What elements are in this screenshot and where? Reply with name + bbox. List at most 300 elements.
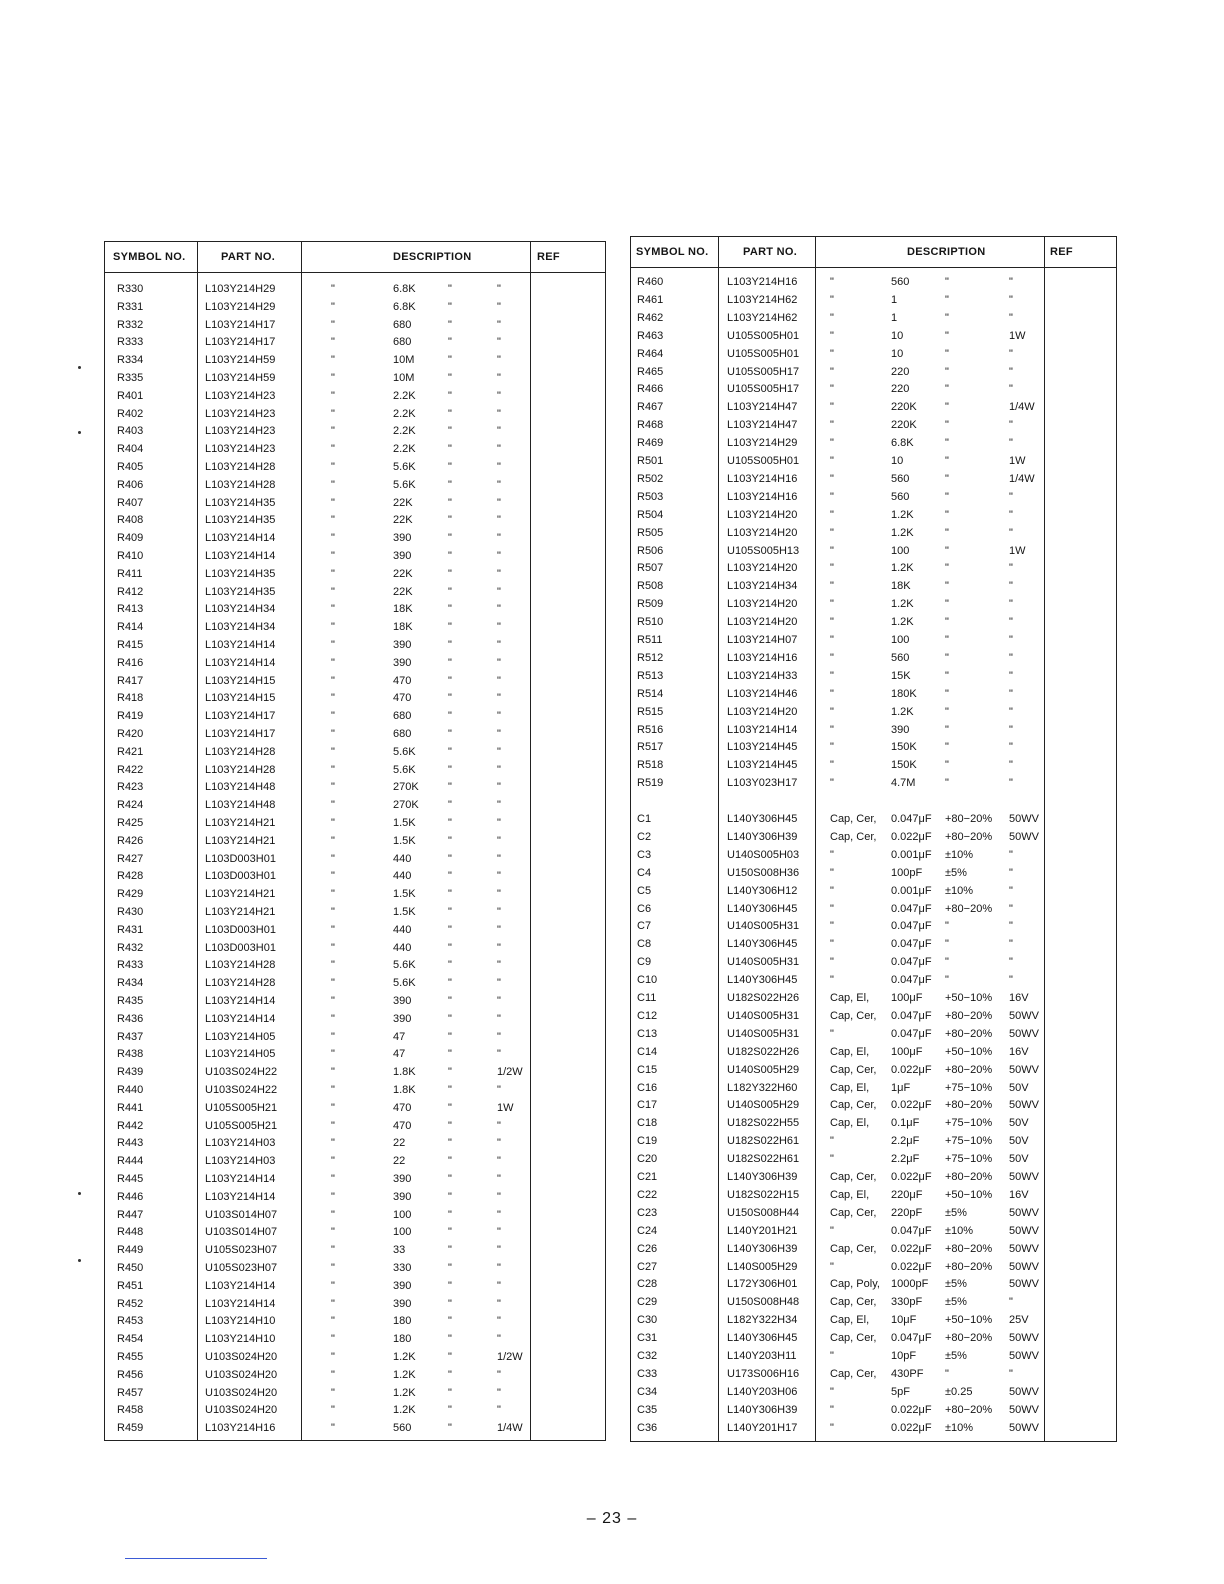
cell-desc-type: ": [830, 902, 834, 915]
cell-desc-rating: 50WV: [1009, 813, 1039, 825]
cell-desc-value: 2.2K: [393, 407, 416, 420]
cell-desc-value: 1μF: [891, 1081, 911, 1094]
cell-desc-rating: 1/4W: [497, 1422, 523, 1435]
cell-desc-type: ": [331, 692, 335, 705]
cell-part-no: L103Y214H23: [205, 389, 276, 402]
cell-desc-type: ": [331, 425, 335, 438]
cell-part-no: U182S022H26: [727, 992, 800, 1004]
table-row: [631, 846, 1116, 864]
cell-part-no: U105S005H17: [727, 365, 800, 378]
table-row: [105, 903, 605, 921]
cell-symbol-no: R510: [637, 616, 664, 629]
cell-desc-type: ": [331, 1386, 335, 1399]
cell-desc-type: ": [830, 1403, 834, 1416]
cell-desc-rating: ": [497, 1315, 501, 1328]
table-row: [105, 885, 605, 903]
cell-desc-type: Cap, Poly,: [830, 1278, 880, 1291]
cell-symbol-no: R421: [117, 745, 144, 758]
cell-desc-tolerance: ": [945, 329, 949, 342]
cell-desc-tolerance: +80−20%: [945, 1242, 993, 1255]
cell-desc-rating: ": [497, 621, 501, 634]
cell-desc-rating: ": [1009, 276, 1013, 288]
cell-desc-rating: ": [497, 300, 501, 313]
cell-symbol-no: C9: [637, 956, 652, 969]
cell-desc-value: 0.022μF: [891, 1421, 932, 1434]
table-row: [105, 1348, 605, 1366]
cell-desc-value: 15K: [891, 669, 911, 682]
cell-desc-value: 100μF: [891, 992, 923, 1004]
cell-desc-tolerance: ": [448, 354, 452, 367]
cell-symbol-no: R429: [117, 888, 144, 901]
cell-part-no: L103Y214H34: [205, 603, 276, 616]
cell-desc-tolerance: ": [448, 1368, 452, 1381]
cell-desc-type: ": [331, 1333, 335, 1346]
cell-part-no: L103Y214H03: [205, 1137, 276, 1150]
cell-desc-rating: ": [497, 1012, 501, 1025]
cell-desc-type: ": [331, 923, 335, 936]
cell-symbol-no: C36: [637, 1421, 658, 1434]
cell-desc-value: 390: [393, 550, 412, 562]
cell-desc-value: 330: [393, 1262, 412, 1274]
cell-part-no: U105S005H21: [205, 1119, 278, 1132]
header-part-no: PART NO.: [743, 246, 798, 258]
cell-desc-type: ": [830, 723, 834, 736]
cell-desc-value: 1.2K: [891, 508, 914, 521]
cell-desc-value: 1.5K: [393, 888, 416, 901]
table-row: [631, 1258, 1116, 1276]
cell-desc-tolerance: ": [448, 1030, 452, 1043]
cell-desc-tolerance: ": [448, 781, 452, 794]
cell-desc-type: ": [331, 1173, 335, 1185]
cell-desc-value: 22K: [393, 567, 413, 580]
cell-desc-value: 0.001μF: [891, 848, 932, 861]
cell-desc-rating: ": [497, 496, 501, 509]
cell-part-no: L103Y214H23: [205, 443, 276, 456]
cell-desc-value: 0.022μF: [891, 830, 932, 843]
cell-symbol-no: C29: [637, 1296, 658, 1309]
table-row: [631, 1329, 1116, 1347]
cell-desc-tolerance: ": [945, 508, 949, 521]
cell-desc-type: ": [331, 817, 335, 829]
cell-symbol-no: R335: [117, 372, 144, 384]
cell-desc-tolerance: ": [448, 621, 452, 634]
cell-desc-value: 560: [891, 472, 910, 485]
table-row: [631, 667, 1116, 685]
cell-part-no: L140Y306H39: [727, 830, 798, 843]
cell-symbol-no: C17: [637, 1099, 658, 1112]
cell-symbol-no: R418: [117, 692, 144, 705]
cell-symbol-no: R430: [117, 906, 144, 918]
cell-desc-rating: ": [1009, 347, 1013, 360]
cell-part-no: L103Y214H59: [205, 372, 276, 384]
table-row: [105, 778, 605, 796]
table-row: [631, 792, 1116, 810]
cell-part-no: L103Y214H28: [205, 763, 276, 776]
table-row: [105, 743, 605, 761]
cell-desc-value: 1.8K: [393, 1066, 416, 1079]
cell-desc-tolerance: ": [448, 478, 452, 491]
cell-desc-rating: 1/4W: [1009, 472, 1035, 485]
cell-desc-rating: 1/2W: [497, 1351, 523, 1363]
cell-desc-type: ": [331, 710, 335, 723]
table-row: [105, 672, 605, 690]
cell-part-no: L103Y214H17: [205, 318, 276, 331]
cell-part-no: L103D003H01: [205, 941, 276, 954]
cell-part-no: L182Y322H60: [727, 1081, 798, 1094]
cell-desc-rating: ": [497, 799, 501, 812]
cell-desc-rating: 50WV: [1009, 1260, 1039, 1273]
cell-symbol-no: C24: [637, 1224, 658, 1237]
cell-part-no: L103Y214H20: [727, 616, 798, 629]
cell-desc-value: 2.2K: [393, 389, 416, 402]
cell-symbol-no: R415: [117, 639, 144, 651]
cell-desc-tolerance: ": [945, 705, 949, 718]
cell-desc-rating: ": [1009, 508, 1013, 521]
table-row: [631, 327, 1116, 345]
cell-desc-value: 100pF: [891, 866, 923, 879]
cell-desc-rating: ": [497, 550, 501, 562]
cell-desc-rating: 16V: [1009, 992, 1029, 1004]
cell-desc-tolerance: ": [945, 276, 949, 288]
cell-desc-value: 100: [891, 544, 910, 557]
cell-desc-type: ": [331, 977, 335, 990]
cell-desc-type: ": [331, 478, 335, 491]
cell-symbol-no: C6: [637, 902, 652, 915]
cell-desc-type: Cap, Cer,: [830, 1296, 877, 1309]
footer-rule: [125, 1558, 267, 1559]
cell-desc-tolerance: ±10%: [945, 1421, 974, 1434]
cell-symbol-no: R406: [117, 478, 144, 491]
table-row: [631, 1222, 1116, 1240]
cell-desc-type: ": [830, 383, 834, 396]
cell-desc-rating: ": [497, 1155, 501, 1168]
cell-part-no: L140Y203H11: [727, 1350, 797, 1362]
cell-desc-type: ": [830, 401, 834, 414]
cell-part-no: U182S022H61: [727, 1135, 800, 1148]
cell-part-no: L103Y214H16: [205, 1422, 276, 1435]
cell-desc-rating: ": [497, 478, 501, 491]
table-row: [105, 1170, 605, 1188]
cell-symbol-no: C7: [637, 920, 652, 933]
cell-part-no: L103Y214H17: [205, 710, 276, 723]
table-row: [105, 867, 605, 885]
cell-desc-value: 150K: [891, 741, 917, 754]
cell-desc-tolerance: ": [945, 401, 949, 414]
table-row: [631, 703, 1116, 721]
cell-symbol-no: C8: [637, 938, 652, 951]
cell-desc-tolerance: ": [448, 1208, 452, 1221]
cell-desc-value: 1.2K: [393, 1368, 416, 1381]
table-row: [631, 900, 1116, 918]
table-row: [631, 595, 1116, 613]
cell-desc-rating: ": [497, 817, 501, 829]
cell-desc-type: ": [331, 514, 335, 527]
cell-desc-type: ": [331, 799, 335, 812]
cell-desc-tolerance: +75−10%: [945, 1081, 993, 1094]
table-row: [105, 921, 605, 939]
cell-part-no: L103Y214H28: [205, 959, 276, 972]
cell-desc-value: 5.6K: [393, 461, 416, 473]
cell-desc-value: 22K: [393, 585, 413, 598]
table-row: [105, 1330, 605, 1348]
table-row: [105, 1081, 605, 1099]
table-row: [105, 1152, 605, 1170]
cell-desc-value: 440: [393, 923, 412, 936]
cell-desc-tolerance: ": [448, 1226, 452, 1239]
cell-symbol-no: R434: [117, 977, 144, 990]
table-row: [105, 511, 605, 529]
cell-desc-type: Cap, El,: [830, 1045, 870, 1058]
cell-desc-value: 390: [393, 1297, 412, 1310]
cell-symbol-no: R513: [637, 669, 664, 682]
cell-desc-value: 0.001μF: [891, 884, 932, 897]
cell-desc-value: 22: [393, 1155, 406, 1168]
cell-part-no: L103Y214H47: [727, 419, 798, 432]
cell-part-no: U105S005H21: [205, 1101, 278, 1114]
cell-desc-tolerance: +50−10%: [945, 1188, 993, 1201]
table-row: [631, 470, 1116, 488]
table-row: [105, 458, 605, 476]
table-row: [105, 387, 605, 405]
cell-desc-value: 470: [393, 1101, 412, 1114]
cell-desc-type: ": [830, 759, 834, 772]
cell-desc-rating: ": [497, 1190, 501, 1203]
cell-desc-value: 270K: [393, 799, 419, 812]
cell-desc-type: ": [830, 437, 834, 450]
cell-part-no: L182Y322H34: [727, 1314, 798, 1327]
cell-part-no: U182S022H55: [727, 1117, 800, 1130]
cell-desc-type: ": [830, 472, 834, 485]
cell-desc-value: 0.047μF: [891, 1224, 932, 1237]
cell-symbol-no: C14: [637, 1045, 658, 1058]
cell-desc-tolerance: +80−20%: [945, 902, 993, 915]
cell-desc-type: ": [830, 1224, 834, 1237]
cell-symbol-no: C27: [637, 1260, 658, 1273]
cell-desc-value: 1000pF: [891, 1278, 929, 1291]
cell-desc-value: 220: [891, 365, 910, 378]
table-row: [631, 398, 1116, 416]
cell-desc-type: ": [331, 1012, 335, 1025]
cell-symbol-no: R519: [637, 777, 664, 790]
cell-desc-tolerance: ": [945, 562, 949, 575]
cell-desc-rating: ": [1009, 866, 1013, 879]
cell-desc-tolerance: ": [448, 1386, 452, 1399]
cell-desc-value: 1.5K: [393, 817, 416, 829]
cell-desc-tolerance: ": [448, 532, 452, 545]
cell-desc-tolerance: ": [448, 656, 452, 669]
cell-desc-rating: 50WV: [1009, 1009, 1039, 1022]
cell-desc-type: ": [331, 656, 335, 669]
cell-symbol-no: R464: [637, 347, 664, 360]
table-row: [631, 721, 1116, 739]
cell-part-no: L103Y214H35: [205, 567, 276, 580]
cell-desc-rating: ": [497, 1279, 501, 1292]
cell-desc-value: 1.2K: [891, 598, 914, 611]
cell-part-no: U105S005H13: [727, 544, 800, 557]
cell-desc-rating: ": [1009, 383, 1013, 396]
cell-part-no: L103Y214H21: [205, 817, 276, 829]
cell-desc-tolerance: +80−20%: [945, 1027, 993, 1040]
cell-desc-value: 440: [393, 870, 412, 883]
cell-part-no: L103Y214H14: [205, 1012, 276, 1025]
cell-desc-type: ": [830, 669, 834, 682]
table-row: [631, 1401, 1116, 1419]
cell-desc-type: ": [331, 1066, 335, 1079]
cell-part-no: U140S005H31: [727, 920, 800, 933]
table-row: [105, 494, 605, 512]
cell-desc-rating: 50WV: [1009, 1027, 1039, 1040]
cell-symbol-no: R501: [637, 455, 664, 467]
scan-speck: [78, 431, 81, 434]
cell-part-no: L103Y214H15: [205, 692, 276, 705]
cell-desc-value: 10: [891, 455, 904, 467]
cell-desc-rating: ": [1009, 974, 1013, 987]
cell-desc-value: 18K: [891, 580, 911, 593]
cell-desc-tolerance: ±5%: [945, 1296, 967, 1309]
cell-desc-value: 1: [891, 293, 898, 306]
cell-symbol-no: R424: [117, 799, 144, 812]
cell-desc-rating: ": [497, 959, 501, 972]
cell-part-no: L103Y214H35: [205, 496, 276, 509]
cell-desc-rating: ": [497, 745, 501, 758]
cell-desc-value: 2.2K: [393, 425, 416, 438]
cell-part-no: U103S024H22: [205, 1084, 278, 1096]
cell-desc-rating: 50WV: [1009, 1206, 1039, 1219]
cell-symbol-no: R420: [117, 728, 144, 740]
cell-symbol-no: R505: [637, 526, 664, 539]
cell-desc-tolerance: ": [448, 1048, 452, 1061]
cell-desc-type: Cap, El,: [830, 1314, 870, 1327]
cell-desc-rating: ": [497, 1368, 501, 1381]
cell-desc-type: ": [331, 728, 335, 740]
cell-desc-tolerance: ": [945, 616, 949, 629]
cell-desc-value: 680: [393, 336, 412, 349]
cell-desc-rating: ": [497, 354, 501, 367]
cell-desc-value: 430PF: [891, 1367, 924, 1380]
table-row: [631, 810, 1116, 828]
cell-part-no: L103Y214H14: [205, 656, 276, 669]
cell-desc-tolerance: ": [945, 293, 949, 306]
cell-desc-tolerance: ": [945, 687, 949, 700]
cell-part-no: L103Y214H15: [205, 674, 276, 687]
cell-desc-tolerance: ": [448, 372, 452, 384]
cell-part-no: L103Y214H33: [727, 669, 798, 682]
cell-part-no: L103Y214H10: [205, 1315, 276, 1328]
cell-symbol-no: C3: [637, 848, 652, 861]
cell-symbol-no: R467: [637, 401, 664, 414]
table-row: [631, 559, 1116, 577]
cell-symbol-no: R508: [637, 580, 664, 593]
cell-symbol-no: R466: [637, 383, 664, 396]
cell-desc-type: ": [830, 974, 834, 987]
cell-desc-value: 680: [393, 318, 412, 331]
table-row: [631, 917, 1116, 935]
cell-part-no: U105S023H07: [205, 1244, 278, 1257]
cell-desc-tolerance: ": [448, 1262, 452, 1274]
cell-part-no: L103Y023H17: [727, 777, 798, 790]
table-row: [105, 725, 605, 743]
cell-desc-tolerance: +80−20%: [945, 1099, 993, 1112]
cell-desc-value: 390: [393, 995, 412, 1007]
cell-part-no: L103Y214H16: [727, 490, 798, 503]
cell-desc-tolerance: +50−10%: [945, 1045, 993, 1058]
cell-desc-type: ": [331, 372, 335, 384]
cell-symbol-no: C26: [637, 1242, 658, 1255]
cell-desc-tolerance: ": [448, 959, 452, 972]
cell-desc-value: 0.047μF: [891, 920, 932, 933]
cell-desc-type: ": [830, 777, 834, 790]
cell-part-no: U150S008H36: [727, 866, 800, 879]
cell-part-no: L103Y214H21: [205, 834, 276, 847]
cell-symbol-no: R438: [117, 1048, 144, 1061]
cell-desc-tolerance: ": [945, 956, 949, 969]
cell-desc-rating: 16V: [1009, 1045, 1029, 1058]
cell-desc-rating: ": [497, 389, 501, 402]
cell-desc-rating: ": [497, 692, 501, 705]
table-row: [105, 1223, 605, 1241]
cell-desc-value: 220μF: [891, 1188, 923, 1201]
cell-desc-value: 0.022μF: [891, 1403, 932, 1416]
table-row: [105, 1241, 605, 1259]
cell-desc-value: 100: [393, 1208, 412, 1221]
cell-desc-rating: ": [497, 977, 501, 990]
table-row: [631, 1365, 1116, 1383]
cell-part-no: U103S014H07: [205, 1208, 278, 1221]
cell-desc-tolerance: ": [448, 496, 452, 509]
cell-desc-value: 22K: [393, 514, 413, 527]
cell-desc-rating: ": [497, 1262, 501, 1274]
cell-desc-tolerance: ": [448, 318, 452, 331]
cell-desc-tolerance: +80−20%: [945, 1403, 993, 1416]
cell-desc-rating: ": [497, 1048, 501, 1061]
cell-desc-rating: ": [1009, 669, 1013, 682]
cell-desc-type: ": [331, 852, 335, 865]
cell-desc-value: 10: [891, 329, 904, 342]
cell-part-no: L103D003H01: [205, 923, 276, 936]
cell-desc-type: ": [331, 745, 335, 758]
cell-part-no: L103Y214H45: [727, 741, 798, 754]
cell-desc-value: 18K: [393, 621, 413, 634]
cell-symbol-no: R506: [637, 544, 664, 557]
cell-symbol-no: C30: [637, 1314, 658, 1327]
cell-desc-value: 0.047μF: [891, 938, 932, 951]
cell-desc-tolerance: ": [448, 1173, 452, 1185]
cell-desc-value: 220: [891, 383, 910, 396]
cell-symbol-no: C13: [637, 1027, 658, 1040]
cell-desc-type: ": [830, 508, 834, 521]
cell-desc-rating: 1/2W: [497, 1066, 523, 1079]
cell-desc-tolerance: ": [945, 741, 949, 754]
table-row: [631, 1347, 1116, 1365]
cell-desc-value: 560: [891, 490, 910, 503]
table-row: [105, 956, 605, 974]
cell-desc-rating: ": [497, 318, 501, 331]
cell-desc-value: 1: [891, 311, 898, 324]
cell-part-no: L140Y306H45: [727, 938, 798, 951]
table-row: [631, 1168, 1116, 1186]
cell-desc-tolerance: ": [448, 461, 452, 473]
cell-desc-value: 560: [891, 276, 910, 288]
cell-desc-value: 1.2K: [891, 616, 914, 629]
cell-desc-value: 150K: [891, 759, 917, 772]
cell-symbol-no: R408: [117, 514, 144, 527]
cell-desc-type: ": [331, 336, 335, 349]
cell-desc-rating: ": [1009, 884, 1013, 897]
cell-symbol-no: R422: [117, 763, 144, 776]
cell-part-no: L103Y214H14: [205, 1190, 276, 1203]
cell-part-no: L103Y214H14: [727, 723, 798, 736]
cell-desc-rating: ": [497, 763, 501, 776]
